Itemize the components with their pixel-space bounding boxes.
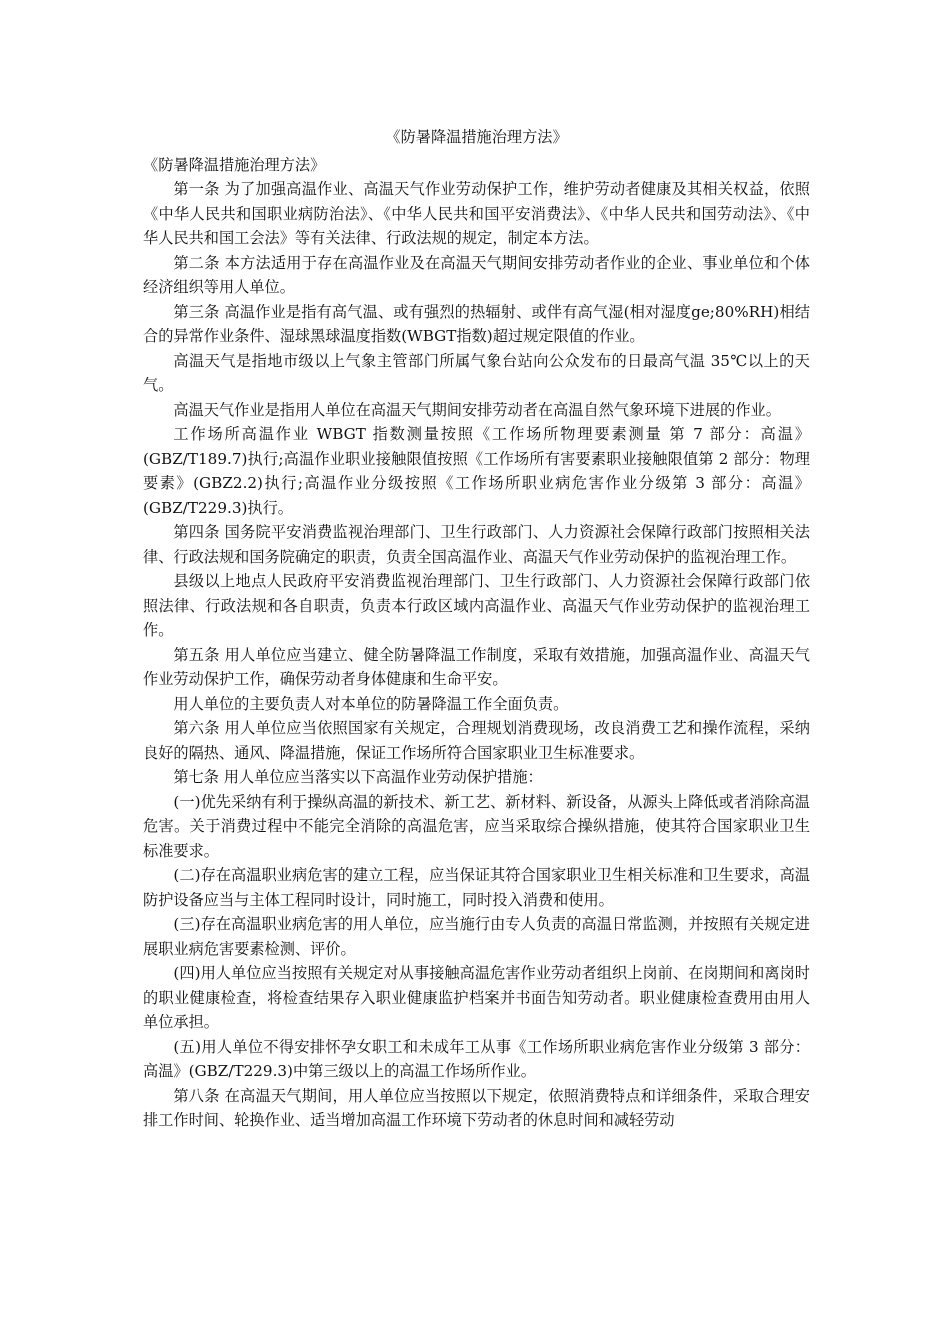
paragraph: 第三条 高温作业是指有高气温、或有强烈的热辐射、或伴有高气湿(相对湿度ge;80%RH)相结合的异常作业条件、湿球黑球温度指数(WBGT指数)超过规定限值的作业。 [143,302,810,345]
paragraph: (四)用人单位应当按照有关规定对从事接触高温危害作业劳动者组织上岗前、在岗期间和离岗时的职业健康检查，将检查结果存入职业健康监护档案并书面告知劳动者。职业健康检查费用由用人单位承担。 [143,964,810,1031]
paragraph: 第二条 本方法适用于存在高温作业及在高温天气期间安排劳动者作业的企业、事业单位和个体经济组织等用人单位。 [143,253,810,296]
document-body [143,177,810,1133]
paragraph: 高温天气作业是指用人单位在高温天气期间安排劳动者在高温自然气象环境下进展的作业。 [173,400,781,419]
paragraph: 第一条 为了加强高温作业、高温天气作业劳动保护工作，维护劳动者健康及其相关权益，依照《中华人民共和国职业病防治法》、《中华人民共和国平安消费法》、《中华人民共和国劳动法》、《中华人民共和国工会法》等有关法律、行政法规的规定，制定本方法。 [143,180,810,247]
document-page [143,125,810,1133]
paragraph: 第七条 用人单位应当落实以下高温作业劳动保护措施： [173,768,543,786]
paragraph: 第八条 在高温天气期间，用人单位应当按照以下规定，依照消费特点和详细条件，采取合理安排工作时间、轮换作业、适当增加高温工作环境下劳动者的休息时间和减轻劳动 [143,1086,810,1129]
paragraph: 用人单位的主要负责人对本单位的防暑降温工作全面负责。 [173,694,569,713]
paragraph: 工作场所高温作业 WBGT 指数测量按照《工作场所物理要素测量 第 7 部分：高温》(GBZ/T189.7)执行;高温作业职业接触限值按照《工作场所有害要素职业接触限值第 2 部分：物理要素》(GBZ2.2)执行;高温作业分级按照《工作场所职业病危害作业分级第 3 部分：高温》(GBZ/T229.3)执行。 [143,425,810,517]
document-subtitle: 《防暑降温措施治理方法》 [143,155,326,174]
paragraph: 第五条 用人单位应当建立、健全防暑降温工作制度，采取有效措施，加强高温作业、高温天气作业劳动保护工作，确保劳动者身体健康和生命平安。 [143,645,810,688]
paragraph: (三)存在高温职业病危害的用人单位，应当施行由专人负责的高温日常监测，并按照有关规定进展职业病危害要素检测、评价。 [143,915,810,958]
paragraph: (五)用人单位不得安排怀孕女职工和未成年工从事《工作场所职业病危害作业分级第 3 部分：高温》(GBZ/T229.3)中第三级以上的高温工作场所作业。 [143,1037,810,1080]
paragraph: 第六条 用人单位应当依照国家有关规定，合理规划消费现场，改良消费工艺和操作流程，采纳良好的隔热、通风、降温措施，保证工作场所符合国家职业卫生标准要求。 [143,719,810,762]
paragraph: 县级以上地点人民政府平安消费监视治理部门、卫生行政部门、人力资源社会保障行政部门依照法律、行政法规和各自职责，负责本行政区域内高温作业、高温天气作业劳动保护的监视治理工作。 [143,572,810,639]
paragraph: 第四条 国务院平安消费监视治理部门、卫生行政部门、人力资源社会保障行政部门按照相关法律、行政法规和国务院确定的职责，负责全国高温作业、高温天气作业劳动保护的监视治理工作。 [143,523,810,566]
paragraph: 高温天气是指地市级以上气象主管部门所属气象台站向公众发布的日最高气温 35℃以上的天气。 [143,351,810,394]
document-title: 《防暑降温措施治理方法》 [385,128,568,146]
paragraph: (一)优先采纳有利于操纵高温的新技术、新工艺、新材料、新设备，从源头上降低或者消除高温危害。关于消费过程中不能完全消除的高温危害，应当采取综合操纵措施，使其符合国家职业卫生标准要求。 [143,792,810,860]
paragraph: (二)存在高温职业病危害的建立工程，应当保证其符合国家职业卫生相关标准和卫生要求，高温防护设备应当与主体工程同时设计，同时施工，同时投入消费和使用。 [143,866,810,909]
